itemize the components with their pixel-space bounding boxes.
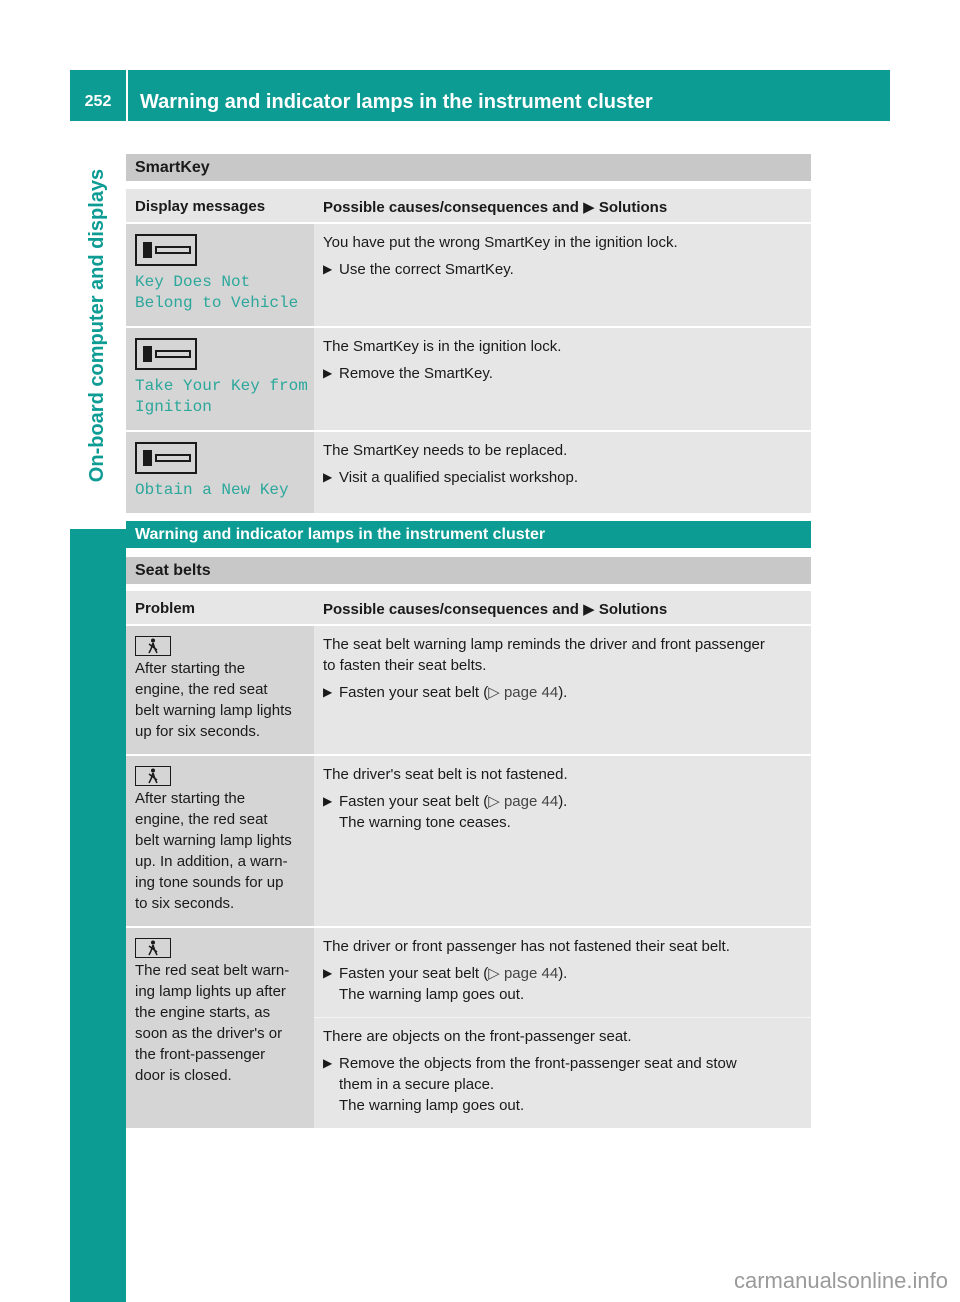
problem-text: the engine starts, as: [135, 1004, 271, 1021]
problem-text: soon as the driver's or: [135, 1025, 283, 1042]
action-text: them in a secure place.: [339, 1076, 495, 1093]
action-text: Remove the objects from the front-passenger seat and stow: [339, 1055, 737, 1072]
solution-cell: [314, 927, 811, 1018]
side-chapter-block: [70, 529, 126, 1302]
problem-text: up for six seconds.: [135, 723, 261, 740]
problem-text: door is closed.: [135, 1067, 232, 1084]
table-row: [126, 431, 811, 514]
header-divider: [126, 70, 128, 121]
problem-text: belt warning lamp lights: [135, 832, 292, 849]
table-row: [126, 625, 811, 755]
seat-belts-col1-header: Problem: [126, 591, 314, 625]
display-message: Obtain a New Key: [135, 481, 289, 499]
warning-section-title: Warning and indicator lamps in the instrument cluster: [126, 521, 811, 548]
smartkey-table-header: [126, 189, 811, 223]
display-message: Belong to Vehicle: [135, 294, 299, 312]
smartkey-solution-cell: [314, 327, 811, 431]
play-arrow-icon: ▶: [323, 685, 333, 699]
side-chapter-label-wrap: [70, 121, 126, 529]
action-item: [323, 963, 805, 1005]
side-chapter-tab: [70, 121, 126, 1302]
cause-text: to fasten their seat belts.: [323, 657, 487, 674]
seat-belt-icon: [135, 938, 171, 958]
problem-text: After starting the: [135, 660, 246, 677]
solution-cell: [314, 755, 811, 927]
problem-text: up. In addition, a warn-: [135, 853, 288, 870]
seat-belt-icon: [135, 636, 171, 656]
seat-belts-col2-header: [314, 591, 811, 625]
smartkey-table: [126, 189, 811, 515]
action-item: [323, 1053, 805, 1116]
col2-header-solutions: Solutions: [594, 601, 668, 618]
table-row: [126, 755, 811, 927]
play-arrow-icon: ▶: [323, 966, 333, 980]
problem-text: the front-passenger: [135, 1046, 266, 1063]
action-text: ).: [558, 684, 568, 701]
problem-text: to six seconds.: [135, 895, 235, 912]
action-item: [323, 467, 805, 488]
col2-header-text: Possible causes/consequences and: [323, 199, 584, 216]
action-text: Remove the SmartKey.: [339, 365, 493, 382]
cause-text: There are objects on the front-passenger seat.: [323, 1028, 632, 1045]
problem-cell: [126, 927, 314, 1129]
page-ref-link[interactable]: ▷ page 44: [488, 684, 559, 701]
problem-text: The red seat belt warn-: [135, 962, 290, 979]
key-icon: [135, 442, 197, 474]
seat-belts-section-title: Seat belts: [126, 557, 811, 584]
solution-cell: [314, 625, 811, 755]
display-message: Take Your Key from: [135, 377, 308, 395]
action-item: [323, 791, 805, 833]
col2-header-text: Possible causes/consequences and: [323, 601, 584, 618]
cause-text: The SmartKey needs to be replaced.: [323, 442, 568, 459]
action-text: Use the correct SmartKey.: [339, 261, 514, 278]
cause-text: The SmartKey is in the ignition lock.: [323, 338, 562, 355]
play-arrow-icon: ▶: [323, 470, 333, 484]
cause-text: The driver's seat belt is not fastened.: [323, 766, 568, 783]
cause-text: The driver or front passenger has not fastened their seat belt.: [323, 938, 730, 955]
action-item: [323, 259, 805, 280]
watermark: carmanualsonline.info: [733, 1268, 948, 1293]
smartkey-solution-cell: [314, 431, 811, 514]
table-row: [126, 223, 811, 327]
header-title: Warning and indicator lamps in the instrument cluster: [140, 91, 653, 113]
action-item: [323, 682, 805, 703]
table-row: [126, 327, 811, 431]
side-chapter-label: On-board computer and displays: [86, 168, 109, 482]
display-message: Ignition: [135, 398, 212, 416]
solution-cell: [314, 1018, 811, 1130]
smartkey-solution-cell: [314, 223, 811, 327]
page-number: 252: [84, 93, 112, 110]
display-message: Key Does Not: [135, 273, 251, 291]
action-item: [323, 363, 805, 384]
play-arrow-icon: ▶: [583, 601, 595, 618]
action-text: Fasten your seat belt (: [339, 965, 489, 982]
page-ref-link[interactable]: ▷ page 44: [488, 965, 559, 982]
cause-text: The seat belt warning lamp reminds the driver and front passenger: [323, 636, 765, 653]
action-note: The warning tone ceases.: [339, 814, 511, 831]
play-arrow-icon: ▶: [323, 1056, 333, 1070]
smartkey-message-cell: [126, 431, 314, 514]
play-arrow-icon: ▶: [583, 199, 595, 216]
cause-text: You have put the wrong SmartKey in the ignition lock.: [323, 234, 678, 251]
play-arrow-icon: ▶: [323, 262, 333, 276]
problem-cell: [126, 625, 314, 755]
action-text: Fasten your seat belt (: [339, 793, 489, 810]
smartkey-section-title: SmartKey: [126, 154, 811, 181]
seat-belt-icon: [135, 766, 171, 786]
action-text: Fasten your seat belt (: [339, 684, 489, 701]
problem-text: belt warning lamp lights: [135, 702, 292, 719]
action-text: ).: [558, 965, 568, 982]
seat-belts-table: [126, 591, 811, 1130]
smartkey-message-cell: [126, 327, 314, 431]
key-icon: [135, 338, 197, 370]
key-icon: [135, 234, 197, 266]
page-ref-link[interactable]: ▷ page 44: [488, 793, 559, 810]
problem-text: engine, the red seat: [135, 681, 268, 698]
play-arrow-icon: ▶: [323, 366, 333, 380]
problem-text: ing lamp lights up after: [135, 983, 286, 1000]
page-header: [70, 70, 890, 121]
smartkey-col1-header: Display messages: [126, 189, 314, 223]
action-note: The warning lamp goes out.: [339, 986, 525, 1003]
problem-text: engine, the red seat: [135, 811, 268, 828]
smartkey-col2-header: [314, 189, 811, 223]
table-row: [126, 927, 811, 1018]
action-text: Visit a qualified specialist workshop.: [339, 469, 579, 486]
play-arrow-icon: ▶: [323, 794, 333, 808]
problem-cell: [126, 755, 314, 927]
action-note: The warning lamp goes out.: [339, 1097, 525, 1114]
action-text: ).: [558, 793, 568, 810]
seat-belts-table-header: [126, 591, 811, 625]
problem-text: ing tone sounds for up: [135, 874, 284, 891]
col2-header-solutions: Solutions: [594, 199, 668, 216]
problem-text: After starting the: [135, 790, 246, 807]
smartkey-message-cell: [126, 223, 314, 327]
